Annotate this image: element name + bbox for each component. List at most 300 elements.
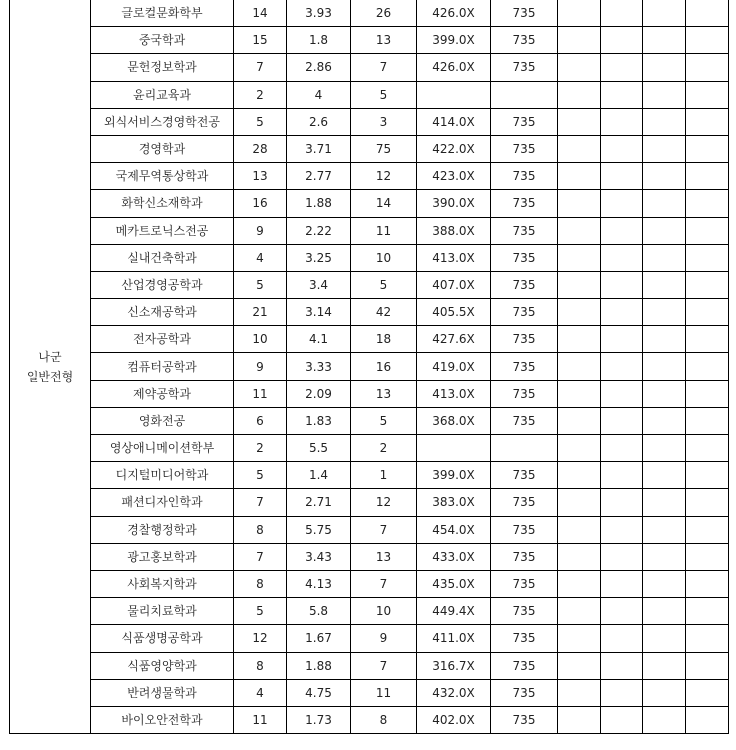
- empty-cell: [601, 108, 643, 135]
- quota-cell: 8: [234, 516, 287, 543]
- empty-cell: [686, 407, 729, 434]
- department-cell: 영화전공: [91, 407, 234, 434]
- empty-cell: [601, 190, 643, 217]
- empty-cell: [601, 353, 643, 380]
- empty-cell: [643, 543, 686, 570]
- empty-cell: [601, 217, 643, 244]
- competition-rate-cell: 2.86: [287, 54, 351, 81]
- quota-cell: 9: [234, 217, 287, 244]
- total-score-cell: 735: [491, 244, 558, 271]
- applicants-cell: 1: [351, 462, 417, 489]
- applicants-cell: 7: [351, 54, 417, 81]
- empty-cell: [643, 217, 686, 244]
- empty-cell: [558, 598, 601, 625]
- quota-cell: 4: [234, 244, 287, 271]
- applicants-cell: 14: [351, 190, 417, 217]
- cutoff-score-cell: 405.5X: [417, 299, 491, 326]
- quota-cell: 5: [234, 598, 287, 625]
- applicants-cell: 13: [351, 380, 417, 407]
- total-score-cell: 735: [491, 598, 558, 625]
- cutoff-score-cell: 368.0X: [417, 407, 491, 434]
- total-score-cell: 735: [491, 380, 558, 407]
- empty-cell: [558, 190, 601, 217]
- empty-cell: [601, 271, 643, 298]
- cutoff-score-cell: 402.0X: [417, 706, 491, 733]
- empty-cell: [643, 54, 686, 81]
- table-row: [10, 706, 729, 733]
- empty-cell: [558, 54, 601, 81]
- cutoff-score-cell: [417, 435, 491, 462]
- table-row: [10, 163, 729, 190]
- empty-cell: [686, 543, 729, 570]
- table-row: [10, 435, 729, 462]
- applicants-cell: 7: [351, 652, 417, 679]
- table-row: [10, 0, 729, 27]
- empty-cell: [686, 625, 729, 652]
- quota-cell: 5: [234, 462, 287, 489]
- total-score-cell: 735: [491, 625, 558, 652]
- empty-cell: [643, 679, 686, 706]
- cutoff-score-cell: 427.6X: [417, 326, 491, 353]
- applicants-cell: 8: [351, 706, 417, 733]
- empty-cell: [558, 679, 601, 706]
- empty-cell: [686, 81, 729, 108]
- table-row: [10, 652, 729, 679]
- quota-cell: 5: [234, 108, 287, 135]
- applicants-cell: 26: [351, 0, 417, 27]
- empty-cell: [601, 0, 643, 27]
- cutoff-score-cell: 388.0X: [417, 217, 491, 244]
- table-row: [10, 326, 729, 353]
- applicants-cell: 13: [351, 543, 417, 570]
- quota-cell: 14: [234, 0, 287, 27]
- applicants-cell: 18: [351, 326, 417, 353]
- table-row: [10, 244, 729, 271]
- department-cell: 국제무역통상학과: [91, 163, 234, 190]
- competition-rate-cell: 3.14: [287, 299, 351, 326]
- table-row: [10, 108, 729, 135]
- department-cell: 산업경영공학과: [91, 271, 234, 298]
- empty-cell: [686, 135, 729, 162]
- competition-rate-cell: 1.67: [287, 625, 351, 652]
- admissions-table: [9, 0, 729, 734]
- empty-cell: [601, 516, 643, 543]
- applicants-cell: 5: [351, 81, 417, 108]
- empty-cell: [686, 27, 729, 54]
- empty-cell: [558, 135, 601, 162]
- cutoff-score-cell: 414.0X: [417, 108, 491, 135]
- cutoff-score-cell: [417, 81, 491, 108]
- applicants-cell: 16: [351, 353, 417, 380]
- competition-rate-cell: 2.77: [287, 163, 351, 190]
- empty-cell: [601, 652, 643, 679]
- competition-rate-cell: 2.6: [287, 108, 351, 135]
- empty-cell: [686, 652, 729, 679]
- total-score-cell: 735: [491, 163, 558, 190]
- total-score-cell: 735: [491, 271, 558, 298]
- empty-cell: [686, 489, 729, 516]
- competition-rate-cell: 4.75: [287, 679, 351, 706]
- competition-rate-cell: 5.5: [287, 435, 351, 462]
- empty-cell: [601, 679, 643, 706]
- department-cell: 신소재공학과: [91, 299, 234, 326]
- quota-cell: 11: [234, 706, 287, 733]
- quota-cell: 9: [234, 353, 287, 380]
- table-row: [10, 217, 729, 244]
- table-row: [10, 54, 729, 81]
- applicants-cell: 13: [351, 27, 417, 54]
- empty-cell: [686, 570, 729, 597]
- table-row: [10, 27, 729, 54]
- table-row: [10, 516, 729, 543]
- cutoff-score-cell: 432.0X: [417, 679, 491, 706]
- department-cell: 디지털미디어학과: [91, 462, 234, 489]
- cutoff-score-cell: 413.0X: [417, 380, 491, 407]
- department-cell: 문헌정보학과: [91, 54, 234, 81]
- empty-cell: [558, 27, 601, 54]
- empty-cell: [558, 353, 601, 380]
- quota-cell: 16: [234, 190, 287, 217]
- empty-cell: [643, 652, 686, 679]
- competition-rate-cell: 4.13: [287, 570, 351, 597]
- empty-cell: [558, 326, 601, 353]
- table-row: [10, 598, 729, 625]
- total-score-cell: 735: [491, 54, 558, 81]
- department-cell: 영상애니메이션학부: [91, 435, 234, 462]
- empty-cell: [558, 271, 601, 298]
- table-row: [10, 135, 729, 162]
- applicants-cell: 2: [351, 435, 417, 462]
- competition-rate-cell: 3.93: [287, 0, 351, 27]
- empty-cell: [558, 462, 601, 489]
- cutoff-score-cell: 413.0X: [417, 244, 491, 271]
- competition-rate-cell: 5.8: [287, 598, 351, 625]
- empty-cell: [558, 407, 601, 434]
- total-score-cell: 735: [491, 108, 558, 135]
- empty-cell: [686, 54, 729, 81]
- quota-cell: 12: [234, 625, 287, 652]
- admission-group-label: 나군: [38, 349, 62, 364]
- empty-cell: [686, 706, 729, 733]
- applicants-cell: 9: [351, 625, 417, 652]
- empty-cell: [601, 163, 643, 190]
- total-score-cell: 735: [491, 0, 558, 27]
- empty-cell: [643, 190, 686, 217]
- admission-type-cell: [10, 0, 91, 734]
- empty-cell: [643, 271, 686, 298]
- department-cell: 전자공학과: [91, 326, 234, 353]
- department-cell: 경영학과: [91, 135, 234, 162]
- admission-type-label: 일반전형: [26, 369, 74, 384]
- empty-cell: [558, 706, 601, 733]
- table-row: [10, 462, 729, 489]
- empty-cell: [686, 353, 729, 380]
- empty-cell: [601, 625, 643, 652]
- cutoff-score-cell: 423.0X: [417, 163, 491, 190]
- empty-cell: [601, 435, 643, 462]
- empty-cell: [643, 163, 686, 190]
- empty-cell: [686, 163, 729, 190]
- empty-cell: [686, 271, 729, 298]
- competition-rate-cell: 3.43: [287, 543, 351, 570]
- total-score-cell: 735: [491, 570, 558, 597]
- cutoff-score-cell: 407.0X: [417, 271, 491, 298]
- empty-cell: [643, 27, 686, 54]
- total-score-cell: 735: [491, 543, 558, 570]
- cutoff-score-cell: 433.0X: [417, 543, 491, 570]
- empty-cell: [686, 380, 729, 407]
- empty-cell: [643, 489, 686, 516]
- department-cell: 패션디자인학과: [91, 489, 234, 516]
- competition-rate-cell: 2.09: [287, 380, 351, 407]
- department-cell: 물리치료학과: [91, 598, 234, 625]
- department-cell: 메카트로닉스전공: [91, 217, 234, 244]
- applicants-cell: 75: [351, 135, 417, 162]
- department-cell: 제약공학과: [91, 380, 234, 407]
- empty-cell: [686, 108, 729, 135]
- empty-cell: [558, 625, 601, 652]
- empty-cell: [686, 598, 729, 625]
- applicants-cell: 11: [351, 679, 417, 706]
- empty-cell: [558, 380, 601, 407]
- cutoff-score-cell: 390.0X: [417, 190, 491, 217]
- empty-cell: [601, 570, 643, 597]
- total-score-cell: 735: [491, 299, 558, 326]
- empty-cell: [643, 81, 686, 108]
- department-cell: 글로컬문화학부: [91, 0, 234, 27]
- empty-cell: [558, 435, 601, 462]
- empty-cell: [643, 570, 686, 597]
- table-row: [10, 543, 729, 570]
- competition-rate-cell: 1.88: [287, 190, 351, 217]
- applicants-cell: 12: [351, 489, 417, 516]
- empty-cell: [601, 299, 643, 326]
- total-score-cell: 735: [491, 353, 558, 380]
- department-cell: 경찰행정학과: [91, 516, 234, 543]
- empty-cell: [643, 108, 686, 135]
- applicants-cell: 12: [351, 163, 417, 190]
- competition-rate-cell: 4: [287, 81, 351, 108]
- empty-cell: [643, 326, 686, 353]
- empty-cell: [601, 27, 643, 54]
- empty-cell: [558, 244, 601, 271]
- table-row: [10, 570, 729, 597]
- admissions-table-container: [9, 0, 729, 734]
- empty-cell: [686, 244, 729, 271]
- quota-cell: 5: [234, 271, 287, 298]
- table-body: [10, 0, 729, 734]
- quota-cell: 10: [234, 326, 287, 353]
- empty-cell: [601, 407, 643, 434]
- competition-rate-cell: 5.75: [287, 516, 351, 543]
- total-score-cell: 735: [491, 135, 558, 162]
- total-score-cell: [491, 81, 558, 108]
- empty-cell: [686, 217, 729, 244]
- empty-cell: [686, 190, 729, 217]
- table-row: [10, 380, 729, 407]
- quota-cell: 6: [234, 407, 287, 434]
- applicants-cell: 11: [351, 217, 417, 244]
- empty-cell: [601, 135, 643, 162]
- empty-cell: [643, 625, 686, 652]
- total-score-cell: 735: [491, 489, 558, 516]
- empty-cell: [643, 598, 686, 625]
- total-score-cell: 735: [491, 706, 558, 733]
- empty-cell: [643, 135, 686, 162]
- department-cell: 식품영양학과: [91, 652, 234, 679]
- empty-cell: [601, 462, 643, 489]
- table-row: [10, 271, 729, 298]
- applicants-cell: 3: [351, 108, 417, 135]
- applicants-cell: 42: [351, 299, 417, 326]
- cutoff-score-cell: 399.0X: [417, 462, 491, 489]
- quota-cell: 4: [234, 679, 287, 706]
- quota-cell: 7: [234, 489, 287, 516]
- competition-rate-cell: 1.83: [287, 407, 351, 434]
- empty-cell: [558, 543, 601, 570]
- applicants-cell: 7: [351, 516, 417, 543]
- empty-cell: [558, 108, 601, 135]
- quota-cell: 7: [234, 54, 287, 81]
- empty-cell: [686, 516, 729, 543]
- empty-cell: [643, 516, 686, 543]
- empty-cell: [643, 244, 686, 271]
- empty-cell: [601, 81, 643, 108]
- competition-rate-cell: 3.33: [287, 353, 351, 380]
- quota-cell: 21: [234, 299, 287, 326]
- empty-cell: [558, 516, 601, 543]
- competition-rate-cell: 1.88: [287, 652, 351, 679]
- empty-cell: [643, 380, 686, 407]
- competition-rate-cell: 2.22: [287, 217, 351, 244]
- competition-rate-cell: 4.1: [287, 326, 351, 353]
- empty-cell: [643, 706, 686, 733]
- department-cell: 중국학과: [91, 27, 234, 54]
- total-score-cell: 735: [491, 190, 558, 217]
- competition-rate-cell: 2.71: [287, 489, 351, 516]
- department-cell: 광고홍보학과: [91, 543, 234, 570]
- department-cell: 바이오안전학과: [91, 706, 234, 733]
- empty-cell: [686, 299, 729, 326]
- total-score-cell: 735: [491, 516, 558, 543]
- empty-cell: [601, 543, 643, 570]
- empty-cell: [643, 299, 686, 326]
- empty-cell: [643, 407, 686, 434]
- empty-cell: [601, 244, 643, 271]
- applicants-cell: 5: [351, 271, 417, 298]
- cutoff-score-cell: 411.0X: [417, 625, 491, 652]
- applicants-cell: 10: [351, 244, 417, 271]
- department-cell: 화학신소재학과: [91, 190, 234, 217]
- cutoff-score-cell: 435.0X: [417, 570, 491, 597]
- table-row: [10, 353, 729, 380]
- department-cell: 외식서비스경영학전공: [91, 108, 234, 135]
- cutoff-score-cell: 422.0X: [417, 135, 491, 162]
- empty-cell: [686, 462, 729, 489]
- empty-cell: [601, 326, 643, 353]
- applicants-cell: 10: [351, 598, 417, 625]
- total-score-cell: 735: [491, 326, 558, 353]
- empty-cell: [686, 326, 729, 353]
- empty-cell: [643, 353, 686, 380]
- empty-cell: [601, 489, 643, 516]
- department-cell: 반려생물학과: [91, 679, 234, 706]
- cutoff-score-cell: 426.0X: [417, 54, 491, 81]
- quota-cell: 7: [234, 543, 287, 570]
- department-cell: 컴퓨터공학과: [91, 353, 234, 380]
- applicants-cell: 7: [351, 570, 417, 597]
- empty-cell: [558, 0, 601, 27]
- quota-cell: 8: [234, 652, 287, 679]
- competition-rate-cell: 3.4: [287, 271, 351, 298]
- empty-cell: [686, 0, 729, 27]
- cutoff-score-cell: 399.0X: [417, 27, 491, 54]
- quota-cell: 2: [234, 435, 287, 462]
- department-cell: 사회복지학과: [91, 570, 234, 597]
- empty-cell: [643, 435, 686, 462]
- quota-cell: 15: [234, 27, 287, 54]
- empty-cell: [601, 706, 643, 733]
- quota-cell: 28: [234, 135, 287, 162]
- table-row: [10, 625, 729, 652]
- total-score-cell: 735: [491, 217, 558, 244]
- cutoff-score-cell: 454.0X: [417, 516, 491, 543]
- quota-cell: 13: [234, 163, 287, 190]
- empty-cell: [558, 489, 601, 516]
- cutoff-score-cell: 316.7X: [417, 652, 491, 679]
- cutoff-score-cell: 419.0X: [417, 353, 491, 380]
- table-row: [10, 489, 729, 516]
- empty-cell: [558, 163, 601, 190]
- empty-cell: [601, 54, 643, 81]
- department-cell: 윤리교육과: [91, 81, 234, 108]
- cutoff-score-cell: 426.0X: [417, 0, 491, 27]
- table-row: [10, 407, 729, 434]
- empty-cell: [686, 435, 729, 462]
- empty-cell: [558, 299, 601, 326]
- applicants-cell: 5: [351, 407, 417, 434]
- empty-cell: [558, 570, 601, 597]
- department-cell: 식품생명공학과: [91, 625, 234, 652]
- table-row: [10, 81, 729, 108]
- table-row: [10, 299, 729, 326]
- empty-cell: [558, 652, 601, 679]
- empty-cell: [558, 217, 601, 244]
- total-score-cell: 735: [491, 407, 558, 434]
- table-row: [10, 190, 729, 217]
- empty-cell: [643, 0, 686, 27]
- competition-rate-cell: 3.25: [287, 244, 351, 271]
- empty-cell: [601, 380, 643, 407]
- total-score-cell: [491, 435, 558, 462]
- table-row: [10, 679, 729, 706]
- total-score-cell: 735: [491, 679, 558, 706]
- competition-rate-cell: 1.4: [287, 462, 351, 489]
- cutoff-score-cell: 449.4X: [417, 598, 491, 625]
- empty-cell: [558, 81, 601, 108]
- quota-cell: 11: [234, 380, 287, 407]
- department-cell: 실내건축학과: [91, 244, 234, 271]
- competition-rate-cell: 1.8: [287, 27, 351, 54]
- quota-cell: 2: [234, 81, 287, 108]
- total-score-cell: 735: [491, 462, 558, 489]
- empty-cell: [686, 679, 729, 706]
- competition-rate-cell: 3.71: [287, 135, 351, 162]
- cutoff-score-cell: 383.0X: [417, 489, 491, 516]
- competition-rate-cell: 1.73: [287, 706, 351, 733]
- empty-cell: [601, 598, 643, 625]
- quota-cell: 8: [234, 570, 287, 597]
